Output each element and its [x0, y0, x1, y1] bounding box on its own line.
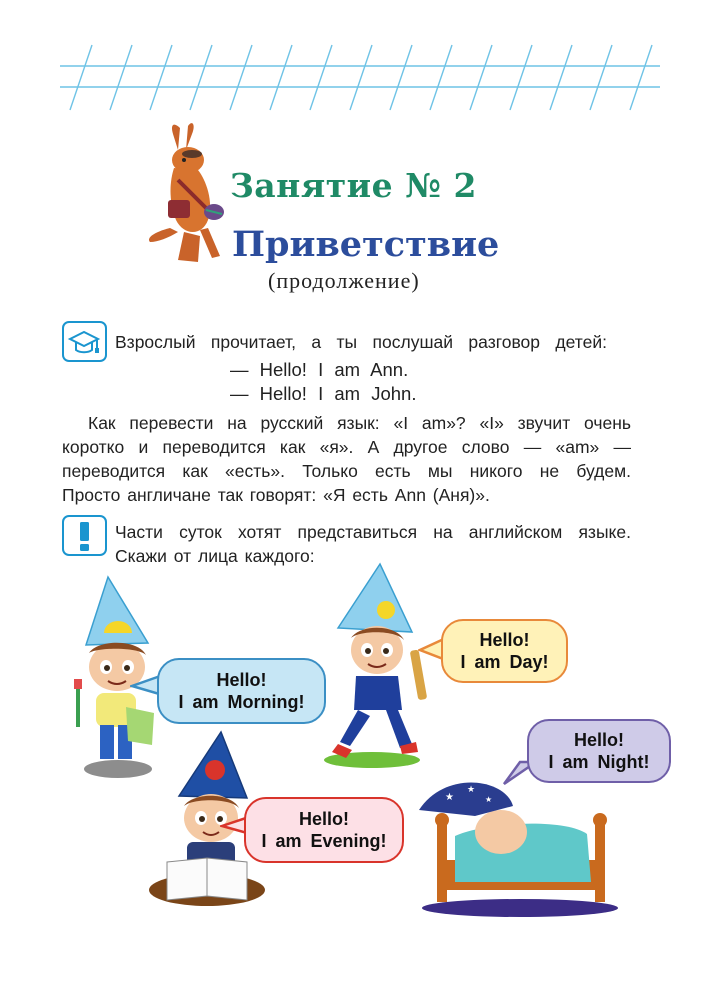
bubble-line: Hello! — [479, 630, 530, 650]
explanation-line: Как перевести на русский язык: «I am»? «I» звучит очень — [88, 413, 631, 433]
speech-bubble-morning — [157, 658, 326, 724]
bubble-line: I am Morning! — [178, 692, 305, 712]
speech-bubble-evening — [244, 797, 404, 863]
explanation-line: коротко и переводится как «я». А другое слово — «am» — — [62, 437, 631, 457]
bubble-line: I am Night! — [548, 752, 650, 772]
bubble-line: Hello! — [298, 809, 349, 829]
svg-text:★: ★ — [467, 784, 476, 794]
day-character — [320, 560, 445, 775]
bubble-line: I am Evening! — [261, 831, 387, 851]
header-lines — [0, 0, 717, 120]
topic-title: Приветствие — [232, 224, 500, 265]
exclamation-icon — [62, 515, 107, 556]
lesson-title: Занятие № 2 — [230, 166, 477, 205]
speech-bubble-day — [441, 619, 568, 683]
speech-bubble-night — [527, 719, 671, 783]
kangaroo-illustration — [140, 120, 235, 270]
svg-text:★: ★ — [445, 792, 454, 803]
night-character — [415, 770, 620, 920]
dialog-line: — Hello! I am John. — [230, 383, 417, 404]
task2-instruction: Скажи от лица каждого: — [115, 546, 315, 566]
bubble-line: Hello! — [573, 730, 624, 750]
dialog-line: — Hello! I am Ann. — [230, 359, 409, 380]
svg-text:★: ★ — [485, 795, 493, 804]
graduation-cap-icon — [62, 321, 107, 362]
bubble-line: Hello! — [216, 670, 267, 690]
explanation-line: переводится как «есть». Только есть мы никого не будем. — [62, 461, 631, 481]
task2-instruction: Части суток хотят представиться на английском языке. — [115, 522, 631, 542]
explanation-line: Просто англичане так говорят: «Я есть Ann (Аня)». — [62, 485, 490, 505]
topic-subtitle: (продолжение) — [268, 268, 420, 293]
task1-instruction: Взрослый прочитает, а ты послушай разговор детей: — [115, 332, 607, 352]
bubble-line: I am Day! — [460, 652, 549, 672]
